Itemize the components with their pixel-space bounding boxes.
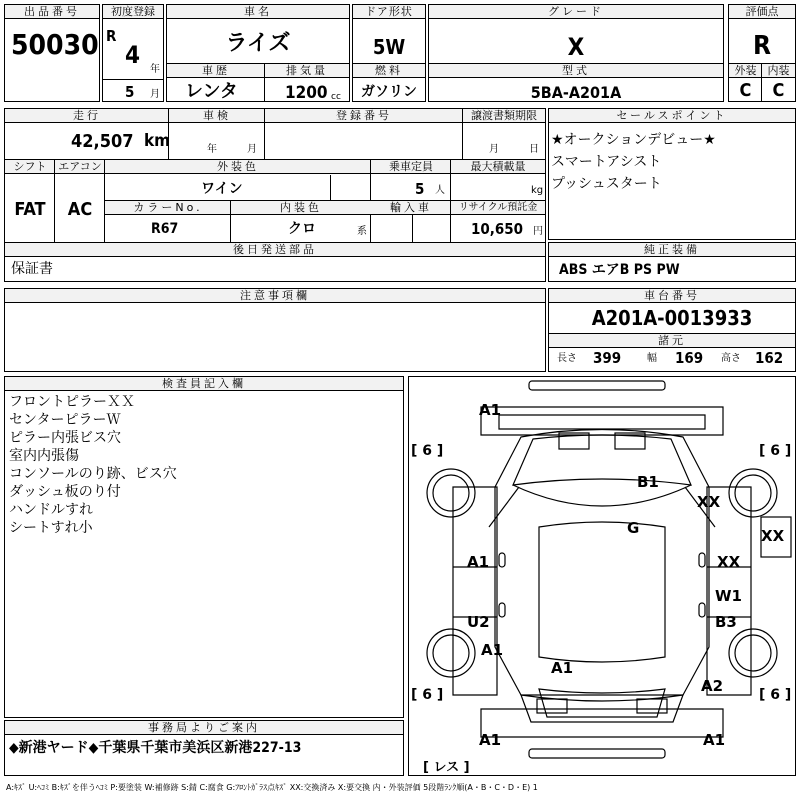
mark-right-rear-door: W1 bbox=[715, 587, 742, 605]
width-label: 幅 bbox=[647, 353, 657, 364]
inspection-header: 車検 bbox=[169, 109, 265, 123]
displacement-unit: cc bbox=[331, 92, 341, 102]
fuel-value: ガソリン bbox=[361, 84, 417, 100]
inspector-note-7: ハンドルすれ bbox=[9, 502, 93, 518]
sales-point-2: スマートアシスト bbox=[551, 154, 662, 170]
length-label: 長さ bbox=[557, 353, 577, 364]
recycle-unit: 円 bbox=[533, 226, 543, 237]
lot-number-cell bbox=[4, 4, 100, 102]
mark-right-quarter: A2 bbox=[701, 677, 724, 695]
first-registration-header: 初度登録 bbox=[103, 5, 163, 19]
exterior-value: C bbox=[739, 80, 752, 101]
damage-diagram bbox=[408, 376, 796, 776]
capacity-value: 5 bbox=[415, 180, 425, 198]
score-value: R bbox=[752, 31, 771, 61]
max-load-unit: kg bbox=[531, 185, 544, 196]
office-header: 事務局よりご案内 bbox=[5, 721, 403, 735]
mark-right-front-door: XX bbox=[717, 553, 741, 571]
mark-hood: B1 bbox=[637, 473, 659, 491]
legend-text: A:ｷｽﾞ U:ﾍｺﾐ B:ｷｽﾞを伴うﾍｺﾐ P:要塗装 W:補修跡 S:錆 C:腐食 G:ﾌﾛﾝﾄｶﾞﾗｽ点ｷｽﾞ XX:交換済み X:要交換 内・外装評価 5段階ﾗﾝｸ順(A・B・C・D・E) 1 bbox=[6, 783, 538, 792]
month-unit: 月 bbox=[150, 89, 160, 100]
first-registration-cell bbox=[102, 4, 164, 102]
vehicle-details-panel bbox=[4, 108, 546, 282]
height-label: 高さ bbox=[721, 353, 741, 364]
recycle-header: リサイクル預託金 bbox=[451, 201, 545, 215]
int-color-unit: 系 bbox=[357, 226, 367, 237]
mark-right-fender: XX bbox=[761, 527, 785, 545]
inspection-month-unit: 月 bbox=[247, 144, 257, 155]
mark-rear-bumper-left: A1 bbox=[479, 731, 502, 749]
mark-trunk: A1 bbox=[551, 659, 574, 677]
inspector-note-8: シートすれ小 bbox=[9, 520, 93, 536]
inspector-note-6: ダッシュ板のり付 bbox=[9, 484, 121, 500]
equipment-header: 純正装備 bbox=[549, 243, 795, 257]
mark-left-front-door: A1 bbox=[467, 553, 490, 571]
year-unit: 年 bbox=[150, 64, 160, 75]
interior-header: 内装 bbox=[762, 64, 795, 78]
notes-header: 注意事項欄 bbox=[5, 289, 545, 303]
equipment-panel bbox=[548, 242, 796, 282]
capacity-unit: 人 bbox=[435, 185, 445, 196]
model-value: 5BA-A201A bbox=[530, 83, 622, 102]
displacement-header: 排気量 bbox=[265, 64, 349, 78]
chassis-value: A201A-0013933 bbox=[591, 306, 753, 330]
recycle-value: 10,650 bbox=[471, 220, 524, 238]
spare-label: [ レス ] bbox=[423, 760, 470, 775]
int-color-header: 内装色 bbox=[231, 201, 371, 215]
sales-point-3: プッシュスタート bbox=[551, 176, 662, 192]
car-name-cell bbox=[166, 4, 350, 102]
sales-point-panel bbox=[548, 108, 796, 240]
grade-value: X bbox=[567, 33, 585, 61]
lot-number: 50030 bbox=[11, 28, 99, 61]
exterior-header: 外装 bbox=[729, 64, 762, 78]
shift-header: シフト bbox=[5, 160, 55, 174]
tire-rr-label: [ 6 ] bbox=[759, 687, 792, 703]
mark-left-rear-door: U2 bbox=[467, 613, 490, 631]
interior-value: C bbox=[772, 80, 785, 101]
sales-point-header: セールスポイント bbox=[549, 109, 795, 123]
shift-value: FAT bbox=[14, 199, 46, 220]
width-value: 169 bbox=[675, 349, 704, 367]
tire-rl-label: [ 6 ] bbox=[411, 687, 444, 703]
max-load-header: 最大積載量 bbox=[451, 160, 545, 174]
inspection-year-unit: 年 bbox=[207, 144, 217, 155]
tire-fr-label: [ 6 ] bbox=[759, 443, 792, 459]
inspector-note-5: コンソールのり跡、ビス穴 bbox=[9, 466, 177, 482]
mark-roof-right: XX bbox=[697, 493, 721, 511]
door-header: ドア形状 bbox=[353, 5, 425, 19]
mark-rear-bumper-right: A1 bbox=[703, 731, 726, 749]
ext-color-header: 外装色 bbox=[105, 160, 371, 174]
transfer-month-unit: 月 bbox=[489, 144, 499, 155]
aircon-value: AC bbox=[67, 199, 93, 220]
color-no-value: R67 bbox=[151, 221, 179, 237]
inspector-note-3: ピラー内張ビス穴 bbox=[9, 430, 121, 446]
notes-panel bbox=[4, 288, 546, 372]
car-diagram-svg bbox=[409, 377, 795, 775]
height-value: 162 bbox=[755, 349, 784, 367]
later-parts-header: 後日発送部品 bbox=[5, 243, 545, 257]
mark-windshield: G bbox=[627, 519, 640, 537]
int-color-value: クロ bbox=[288, 221, 316, 237]
model-header: 型式 bbox=[429, 64, 723, 78]
inspector-note-1: フロントピラーＸＸ bbox=[9, 394, 135, 410]
era-label: R bbox=[106, 27, 117, 45]
door-value: 5W bbox=[372, 35, 406, 59]
office-panel bbox=[4, 720, 404, 776]
car-name: ライズ bbox=[225, 31, 291, 56]
grade-header: グレード bbox=[429, 5, 723, 19]
inspector-header: 検査員記入欄 bbox=[5, 377, 403, 391]
registration-month: 5 bbox=[125, 83, 135, 101]
color-no-header: カラーNo. bbox=[105, 201, 231, 215]
mileage-value: 42,507 bbox=[71, 131, 134, 152]
reg-no-header: 登録番号 bbox=[265, 109, 463, 123]
score-header: 評価点 bbox=[729, 5, 795, 19]
specs-header: 諸元 bbox=[549, 334, 795, 348]
transfer-day-unit: 日 bbox=[529, 144, 539, 155]
sales-point-1: ★オークションデビュー★ bbox=[551, 132, 716, 148]
mark-front-bumper: A1 bbox=[479, 401, 502, 419]
transfer-doc-header: 譲渡書類期限 bbox=[463, 109, 545, 123]
ext-color-value: ワイン bbox=[201, 181, 243, 197]
lot-number-header: 出品番号 bbox=[5, 5, 99, 19]
import-header: 輸入車 bbox=[371, 201, 451, 215]
mark-left-quarter: A1 bbox=[481, 641, 504, 659]
grade-cell bbox=[428, 4, 724, 102]
registration-year: 4 bbox=[125, 41, 141, 69]
tire-fl-label: [ 6 ] bbox=[411, 443, 444, 459]
fuel-header: 燃料 bbox=[353, 64, 425, 78]
history-value: レンタ bbox=[185, 81, 238, 102]
chassis-header: 車台番号 bbox=[549, 289, 795, 303]
mark-right-rear-door-low: B3 bbox=[715, 613, 737, 631]
capacity-header: 乗車定員 bbox=[371, 160, 451, 174]
door-cell bbox=[352, 4, 426, 102]
mileage-header: 走行 bbox=[5, 109, 169, 123]
displacement-value: 1200 bbox=[285, 83, 328, 103]
equipment-value: ABS エアB PS PW bbox=[559, 262, 680, 278]
later-parts-value: 保証書 bbox=[11, 261, 53, 277]
inspector-note-4: 室内内張傷 bbox=[9, 448, 79, 464]
history-header: 車歴 bbox=[167, 64, 265, 78]
car-name-header: 車名 bbox=[167, 5, 349, 19]
aircon-header: エアコン bbox=[55, 160, 105, 174]
mileage-unit: km bbox=[144, 131, 171, 151]
inspector-note-2: センターピラーＷ bbox=[9, 412, 121, 428]
office-notice: ◆新港ヤード◆千葉県千葉市美浜区新港227-13 bbox=[9, 740, 302, 756]
inspector-panel bbox=[4, 376, 404, 718]
chassis-panel bbox=[548, 288, 796, 372]
score-cell bbox=[728, 4, 796, 102]
length-value: 399 bbox=[593, 349, 622, 367]
